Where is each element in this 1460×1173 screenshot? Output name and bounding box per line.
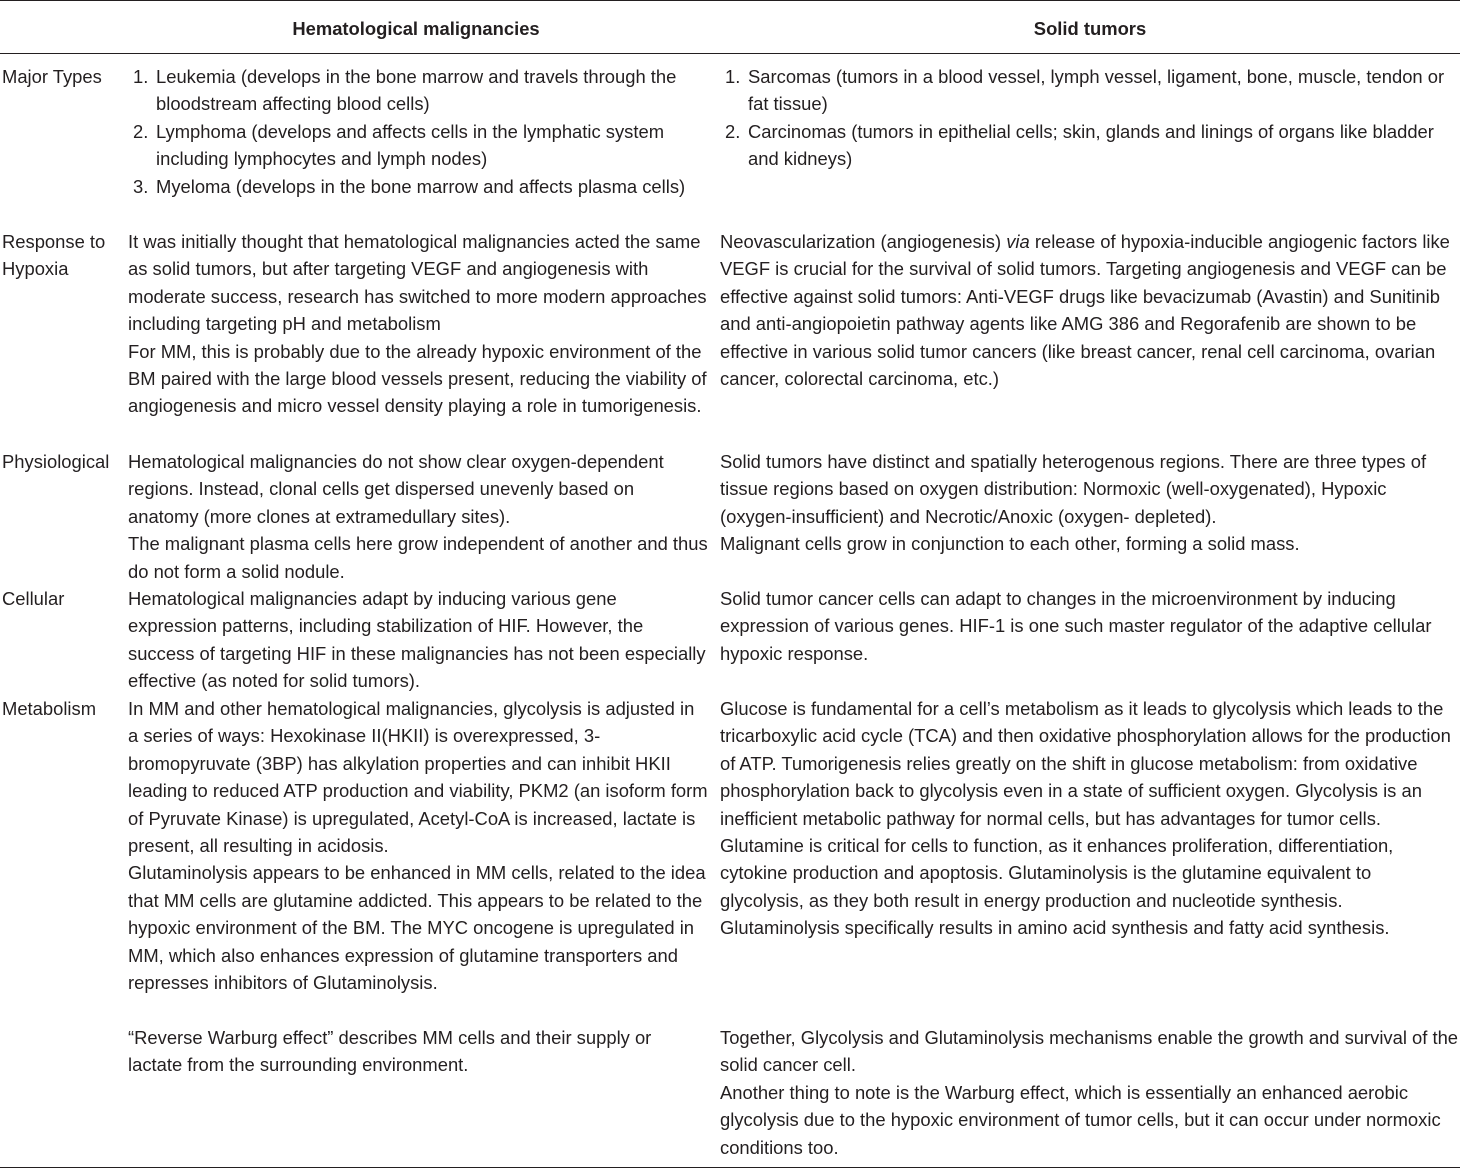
cell-cellular-hema: [128, 585, 708, 695]
list-item: [720, 63, 1460, 118]
paragraph: Solid tumors have distinct and spatially heterogenous regions. There are three types of tissue regions based on oxygen distribution: Normoxic (well-oxygenated), Hypoxic (oxygen-insufficient) and Necrotic/Anoxic (oxygen- depleted).: [720, 451, 1427, 527]
list-item: [128, 63, 708, 118]
paragraph: The malignant plasma cells here grow independent of another and thus do not form a solid nodule.: [128, 533, 708, 582]
list-item: [128, 173, 708, 200]
cell-major-types-hema: [128, 63, 708, 200]
list-number: 1.: [133, 66, 149, 87]
list-text: Myeloma (develops in the bone marrow and affects plasma cells): [156, 175, 686, 197]
table-top-rule: [0, 0, 1460, 1]
cell-physiological-solid: [720, 448, 1460, 558]
list-number: 3.: [133, 175, 149, 197]
list-text: Sarcomas (tumors in a blood vessel, lymph vessel, ligament, bone, muscle, tendon or fat tissue): [748, 66, 1445, 115]
paragraph: Glutaminolysis appears to be enhanced in MM cells, related to the idea that MM cells are glutamine addicted. This appears to be related to the hypoxic environment of the BM. The MYC oncogene is upregulated in MM, which also enhances expression of glutamine transporters and represses inhibitors of Glutaminolysis.: [128, 862, 706, 994]
cell-metabolism-hema-b: [128, 1024, 708, 1079]
list-text: Carcinomas (tumors in epithelial cells; skin, glands and linings of organs like bladder and kidneys): [748, 120, 1434, 170]
paragraph: For MM, this is probably due to the already hypoxic environment of the BM paired with the large blood vessels present, reducing the viability of angiogenesis and micro vessel density playing a role in tumorigenesis.: [128, 340, 707, 417]
paragraph: Glutamine is critical for cells to function, as it enhances proliferation, differentiation, cytokine production and apoptosis. Glutaminolysis is the glutamine equivalent to glycolysis, as they both result in energy production and nucleotide synthesis. Glutaminolysis specifically results in amino acid synthesis and fatty acid synthesis.: [720, 835, 1394, 939]
list-text: Lymphoma (develops and affects cells in the lymphatic system including lymphocytes and lymph nodes): [156, 120, 665, 170]
text-run: release of hypoxia-inducible angiogenic factors like VEGF is crucial for the survival of solid tumors. Targeting angiogenesis and VEGF can be effective against solid tumors: Anti-VEGF drugs like bevacizumab (Avastin) and Sunitinib and anti-angiopoietin pathway agents like AMG 386 and Regorafenib are shown to be effective in various solid tumor cancers (like breast cancer, renal cell carcinoma, ovarian cancer, colorectal carcinoma, etc.): [720, 231, 1450, 390]
cell-metabolism-solid-a: [720, 695, 1460, 942]
paragraph: Another thing to note is the Warburg effect, which is essentially an enhanced aerobic glycolysis due to the hypoxic environment of tumor cells, but it can occur under normoxic conditions too.: [720, 1081, 1441, 1158]
paragraph: Hematological malignancies do not show clear oxygen-dependent regions. Instead, clonal cells get dispersed unevenly based on anatomy (more clones at extramedullary sites).: [128, 451, 664, 527]
italic-text: via: [1006, 231, 1030, 252]
cell-major-types-solid: [720, 63, 1460, 173]
paragraph: Hematological malignancies adapt by inducing various gene expression patterns, including stabilization of HIF. However, the success of targeting HIF in these malignancies has not been especially effective (as noted for solid tumors).: [128, 588, 706, 692]
list-item: [128, 118, 708, 173]
table-bottom-rule: [0, 1167, 1460, 1168]
cell-hypoxia-hema: [128, 228, 708, 420]
paragraph: “Reverse Warburg effect” describes MM cells and their supply or lactate from the surrounding environment.: [128, 1027, 652, 1076]
paragraph: Malignant cells grow in conjunction to each other, forming a solid mass.: [720, 533, 1300, 555]
cell-cellular-solid: [720, 585, 1460, 667]
header-solid-tumors: Solid tumors: [1033, 18, 1147, 39]
list-number: 2.: [133, 120, 149, 142]
paragraph: It was initially thought that hematological malignancies acted the same as solid tumors, but after targeting VEGF and angiogenesis with moderate success, research has switched to more modern approaches including targeting pH and metabolism: [128, 231, 707, 335]
paragraph: Glucose is fundamental for a cell’s metabolism as it leads to glycolysis which leads to the tricarboxylic acid cycle (TCA) and then oxidative phosphorylation allows for the production of ATP. Tumorigenesis relies greatly on the shift in glucose metabolism: from oxidative phosphorylation back to glycolysis even in a state of sufficient oxygen. Glycolysis is an inefficient metabolic pathway for normal cells, but has advantages for tumor cells.: [720, 698, 1451, 829]
paragraph: [720, 228, 1460, 392]
header-rule: [0, 53, 1460, 54]
row-label-physiological: Physiological: [2, 451, 110, 472]
list-number: 2.: [725, 120, 741, 142]
list-text: Leukemia (develops in the bone marrow and travels through the bloodstream affecting blood cells): [156, 66, 677, 115]
cell-physiological-hema: [128, 448, 708, 585]
cell-metabolism-hema-a: [128, 695, 708, 996]
row-label-major-types: Major Types: [2, 66, 102, 87]
row-label-cellular: Cellular: [2, 588, 65, 609]
list-number: 1.: [725, 66, 741, 87]
paragraph: Together, Glycolysis and Glutaminolysis mechanisms enable the growth and survival of the solid cancer cell.: [720, 1027, 1459, 1076]
row-label-response-to-hypoxia: Response to Hypoxia: [2, 231, 106, 280]
list-item: [720, 118, 1460, 173]
paragraph: Solid tumor cancer cells can adapt to changes in the microenvironment by inducing expression of various genes. HIF-1 is one such master regulator of the adaptive cellular hypoxic response.: [720, 588, 1432, 664]
cell-metabolism-solid-b: [720, 1024, 1460, 1161]
paragraph: In MM and other hematological malignancies, glycolysis is adjusted in a series of ways: Hexokinase II(HKII) is overexpressed, 3-bromopyruvate (3BP) has alkylation properties and can inhibit HKII leading to reduced ATP production and viability, PKM2 (an isoform form of Pyruvate Kinase) is upregulated, Acetyl-CoA is increased, lactate is present, all resulting in acidosis.: [128, 698, 708, 857]
text-run: Neovascularization (angiogenesis): [720, 231, 1007, 252]
header-hematological: Hematological malignancies: [292, 18, 540, 39]
row-label-metabolism: Metabolism: [2, 698, 97, 719]
cell-hypoxia-solid: [720, 228, 1460, 392]
